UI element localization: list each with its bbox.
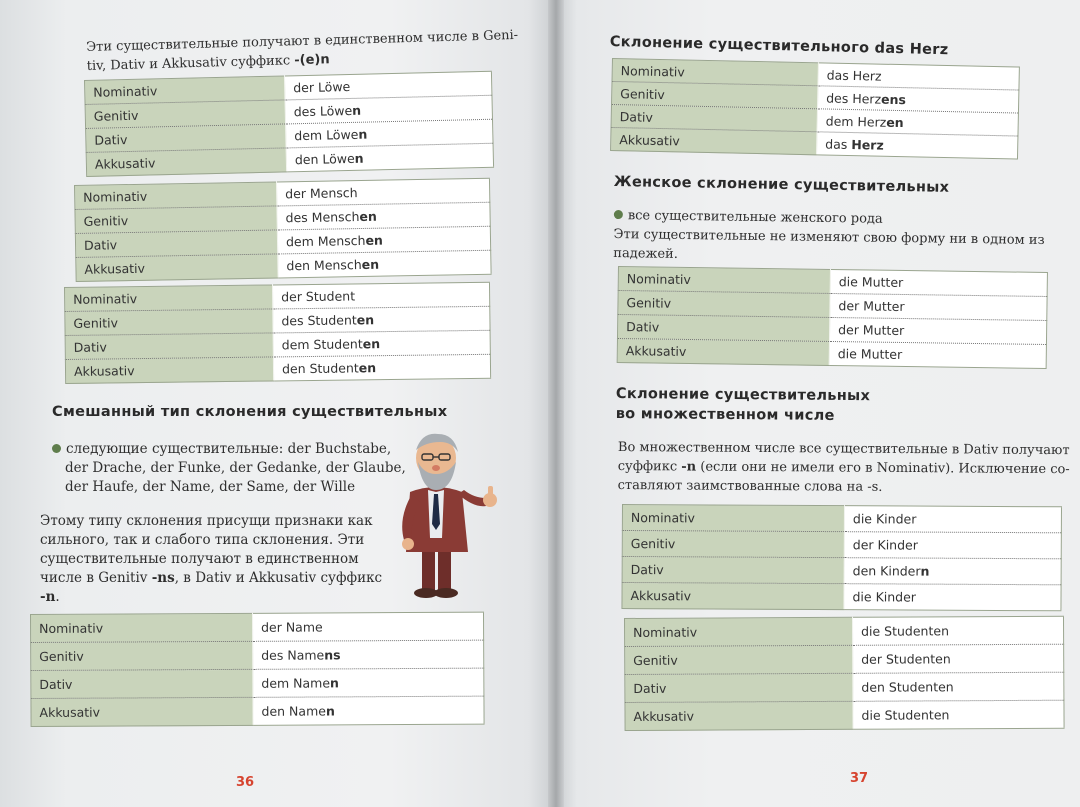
case-cell: Genitiv	[85, 100, 285, 129]
case-cell: Akkusativ	[86, 148, 286, 177]
page-number: 36	[236, 775, 255, 790]
table-row	[617, 338, 1046, 368]
table-row	[622, 583, 1061, 611]
form-cell: dem Menschen	[277, 226, 490, 254]
case-cell: Genitiv	[612, 82, 818, 109]
case-cell: Genitiv	[622, 531, 844, 558]
form-cell: den Menschen	[278, 250, 491, 278]
intro-line-1: Эти существительные получают в единственном числе в Geni-	[86, 27, 519, 55]
bullet-icon	[52, 444, 61, 453]
case-cell: Dativ	[65, 333, 273, 360]
female-text: все существительные женского рода Эти существительные не изменяют свою форму ни в одном из падежей.	[613, 206, 1045, 269]
table-mensch	[74, 178, 492, 282]
form-cell: der Kinder	[844, 532, 1061, 559]
right-page	[556, 0, 1080, 807]
table-row	[625, 644, 1064, 674]
case-cell: Nominativ	[65, 285, 273, 312]
female-heading: Женское склонение существительных	[613, 174, 950, 196]
teacher-illustration	[382, 428, 502, 603]
form-cell: die Mutter	[830, 269, 1047, 296]
form-cell: des Menschen	[277, 202, 490, 230]
form-cell: der Student	[272, 282, 489, 309]
form-cell: der Mutter	[830, 293, 1047, 320]
table-kinder	[621, 504, 1062, 611]
case-cell: Akkusativ	[611, 127, 817, 154]
table-mutter	[617, 266, 1048, 369]
list-item: следующие существительные: der Buchstabe,	[52, 440, 406, 459]
case-cell: Akkusativ	[622, 583, 844, 610]
table-name	[30, 612, 485, 727]
table-student	[64, 282, 491, 384]
list-item: все существительные женского рода	[614, 206, 1045, 231]
case-cell: Genitiv	[31, 641, 253, 670]
table-row	[622, 531, 1061, 559]
case-cell: Genitiv	[618, 291, 830, 318]
plural-heading: Склонение существительных во множественном числе	[615, 385, 871, 424]
case-cell: Akkusativ	[31, 697, 253, 726]
table-row	[65, 354, 490, 383]
bullet-icon	[614, 210, 623, 219]
form-cell: die Mutter	[829, 341, 1046, 368]
form-cell: der Löwe	[284, 71, 491, 100]
table-row	[625, 700, 1064, 730]
form-cell: des Löwen	[285, 95, 492, 124]
case-cell: Nominativ	[618, 267, 830, 294]
case-cell: Nominativ	[612, 59, 818, 86]
case-cell: Genitiv	[75, 206, 277, 234]
form-cell: der Mutter	[829, 317, 1046, 344]
case-cell: Nominativ	[85, 76, 285, 105]
case-cell: Nominativ	[625, 617, 853, 646]
intro-line-2: tiv, Dativ и Akkusativ суффикс -(e)n	[86, 52, 330, 74]
table-row	[31, 640, 484, 670]
form-cell: des Namens	[253, 640, 484, 669]
form-cell: der Name	[252, 612, 483, 641]
table-row	[31, 612, 484, 642]
case-cell: Dativ	[86, 124, 286, 153]
case-cell: Dativ	[31, 669, 253, 698]
case-cell: Nominativ	[31, 613, 253, 642]
table-row	[622, 557, 1061, 585]
book-spine	[548, 0, 564, 807]
herz-heading: Склонение существительного das Herz	[609, 34, 949, 59]
mixed-paragraph: Этому типу склонения присущи признаки как сильного, так и слабого типа склонения. Эти существительные получают в единственном числе в Genitiv -ns, в Dativ и Akkusativ суффикс -n.	[40, 513, 383, 605]
form-cell: das Herz	[817, 132, 1018, 159]
table-row	[625, 616, 1064, 646]
case-cell: Dativ	[611, 105, 817, 132]
form-cell: den Studenten	[273, 354, 490, 381]
table-row	[625, 672, 1064, 702]
case-cell: Akkusativ	[617, 338, 829, 365]
form-cell: der Studenten	[853, 644, 1064, 673]
form-cell: dem Studenten	[273, 330, 490, 357]
form-cell: des Herzens	[817, 86, 1018, 113]
table-herz	[610, 58, 1020, 160]
form-cell: der Mensch	[276, 178, 489, 206]
form-cell: des Studenten	[273, 306, 490, 333]
case-cell: Nominativ	[75, 182, 277, 210]
plural-text: Во множественном числе все существительные в Dativ получают суффикс -n (если они не имели его в Nominativ). Исключение со- ставляют заимствованные слова на -s.	[617, 439, 1070, 495]
form-cell: die Kinder	[844, 506, 1061, 533]
table-row	[31, 668, 484, 698]
table-row	[622, 505, 1061, 533]
form-cell: die Studenten	[853, 700, 1064, 729]
form-cell: den Kindern	[844, 558, 1061, 585]
suffix-en: -(e)n	[294, 52, 330, 69]
form-cell: den Löwen	[286, 143, 493, 172]
form-cell: den Namen	[253, 696, 484, 725]
page-number: 37	[850, 771, 869, 786]
form-cell: dem Löwen	[286, 119, 493, 148]
case-cell: Genitiv	[65, 309, 273, 336]
case-cell: Akkusativ	[65, 357, 273, 384]
case-cell: Akkusativ	[76, 254, 278, 282]
table-studenten	[624, 616, 1065, 731]
case-cell: Dativ	[622, 557, 844, 584]
form-cell: die Studenten	[852, 616, 1063, 645]
table-loewe	[84, 71, 494, 177]
mixed-heading: Смешанный тип склонения существительных	[52, 404, 448, 420]
case-cell: Akkusativ	[625, 701, 853, 730]
case-cell: Nominativ	[622, 505, 844, 532]
intro-text	[86, 26, 519, 76]
form-cell: den Studenten	[853, 672, 1064, 701]
case-cell: Dativ	[617, 315, 829, 342]
mixed-bullet-list: следующие существительные: der Buchstabe, der Drache, der Funke, der Gedanke, der Glaube, der Haufe, der Name, der Same, der Wille	[52, 440, 406, 497]
case-cell: Dativ	[75, 230, 277, 258]
case-cell: Dativ	[625, 673, 853, 702]
form-cell: dem Namen	[253, 668, 484, 697]
case-cell: Genitiv	[625, 645, 853, 674]
form-cell: das Herz	[818, 63, 1019, 90]
form-cell: dem Herzen	[817, 109, 1018, 136]
table-row	[31, 696, 484, 726]
form-cell: die Kinder	[844, 584, 1061, 611]
